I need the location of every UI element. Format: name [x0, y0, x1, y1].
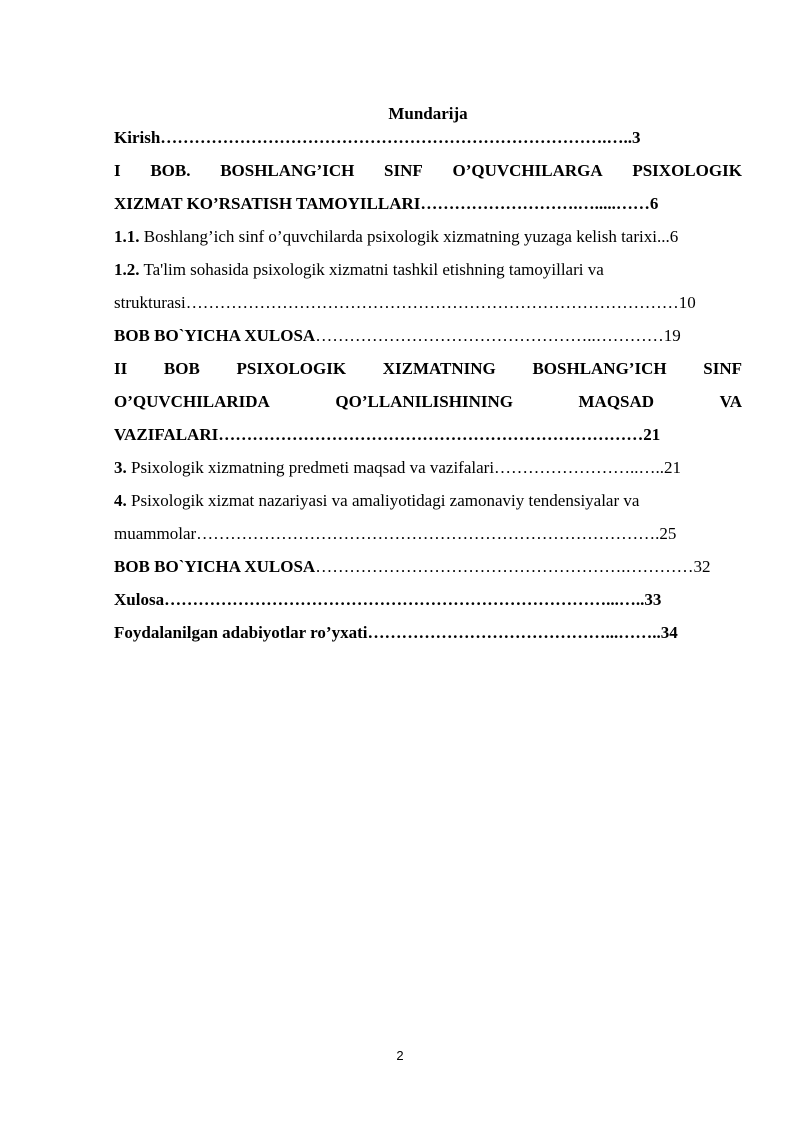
word: SINF — [703, 359, 742, 378]
word: SINF — [384, 161, 423, 180]
toc-entry-chapter-2-line-2 — [114, 390, 742, 414]
conclusion-title: BOB BO`YICHA XULOSA — [114, 326, 316, 345]
toc-entry-chapter-1-line-1 — [114, 159, 742, 183]
section-title: Boshlang’ich sinf o’quvchilarda psixologik xizmatning yuzaga kelish tarixi...6 — [139, 227, 679, 246]
word: QO’LLANILISHINING — [335, 392, 513, 411]
page-number: 2 — [396, 1048, 404, 1063]
conclusion-dots: ……………………………………………….…………32 — [315, 557, 711, 576]
word: I — [114, 161, 121, 180]
word: PSIXOLOGIK — [236, 359, 347, 378]
toc-entry-chapter-1-conclusion — [114, 324, 742, 348]
word: PSIXOLOGIK — [632, 161, 742, 180]
toc-entry-4-cont: muammolar……………………………………………………………………….25 — [114, 524, 677, 543]
toc-entry-4 — [114, 489, 742, 513]
word: II — [114, 359, 128, 378]
toc-entry-xulosa: Xulosa……………………………………………………………………...…..33 — [114, 590, 662, 609]
section-title: Psixologik xizmat nazariyasi va amaliyotidagi zamonaviy tendensiyalar va — [126, 491, 640, 510]
word: BOSHLANG’ICH — [532, 359, 667, 378]
section-number: 4. — [114, 491, 127, 510]
toc-entry-chapter-2-line-1 — [114, 357, 742, 381]
page-title: Mundarija — [388, 104, 468, 123]
section-title: Psixologik xizmatning predmeti maqsad va vazifalari……………………..…..21 — [126, 458, 682, 477]
toc-entry-kirish: Kirish…………………………………………………………………….…..3 — [114, 128, 641, 147]
conclusion-dots: …………………………………………..…………19 — [315, 326, 681, 345]
section-number: 3. — [114, 458, 127, 477]
word: BOB. — [150, 161, 191, 180]
word: O’QUVCHILARGA — [452, 161, 603, 180]
word: BOB — [163, 359, 200, 378]
word: O’QUVCHILARIDA — [114, 392, 270, 411]
toc-entry-3 — [114, 456, 742, 480]
toc-entry-chapter-2-line-3: VAZIFALARI…………………………………………………………………21 — [114, 425, 661, 444]
toc-entry-1-2 — [114, 258, 742, 282]
toc-entry-1-2-cont: strukturasi……………………………………………………………………………10 — [114, 293, 696, 312]
conclusion-title: BOB BO`YICHA XULOSA — [114, 557, 316, 576]
word: VA — [719, 392, 742, 411]
toc-entry-chapter-2-conclusion — [114, 555, 742, 579]
word: MAQSAD — [578, 392, 655, 411]
section-number: 1.2. — [114, 260, 140, 279]
section-title: Ta'lim sohasida psixologik xizmatni tashkil etishning tamoyillari va — [139, 260, 604, 279]
section-number: 1.1. — [114, 227, 140, 246]
toc-entry-chapter-1-line-2: XIZMAT KO’RSATISH TAMOYILLARI……………………….….....……6 — [114, 194, 659, 213]
toc-entry-1-1 — [114, 225, 742, 249]
toc-entry-bibliography: Foydalanilgan adabiyotlar ro’yxati……………………………………...……..34 — [114, 623, 678, 642]
word: XIZMATNING — [382, 359, 496, 378]
word: BOSHLANG’ICH — [220, 161, 355, 180]
